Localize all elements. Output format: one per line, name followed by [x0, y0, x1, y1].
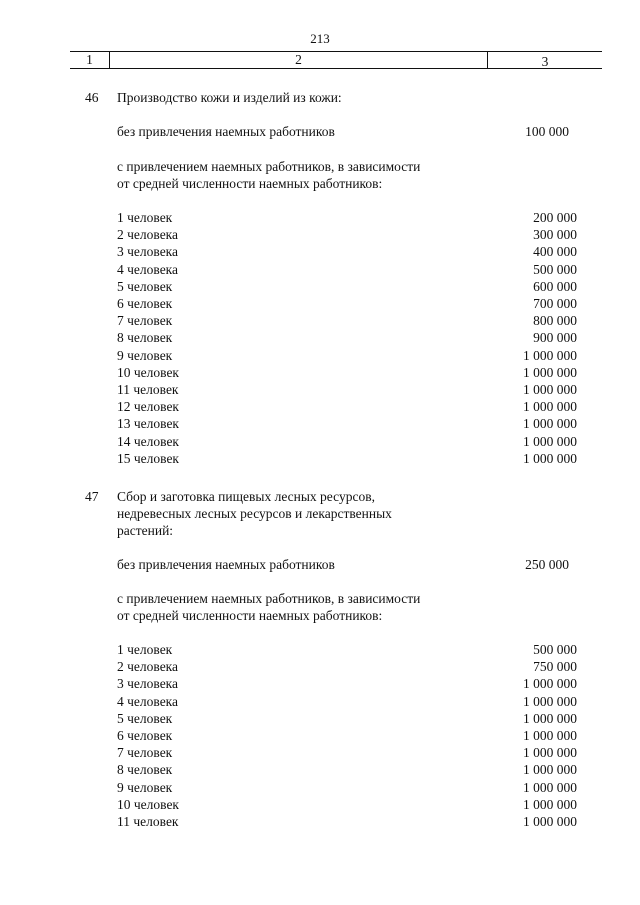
- amount-value: 900 000: [533, 330, 577, 346]
- amount-value: 200 000: [533, 210, 577, 225]
- employee-count-row: [117, 398, 577, 415]
- amount-value: 1 000 000: [523, 796, 577, 812]
- employee-count-label: 7 человек: [117, 745, 173, 761]
- employee-count-row: [117, 261, 577, 278]
- amount-value: 1 000 000: [523, 745, 577, 761]
- employee-count-label: 5 человек: [117, 710, 173, 726]
- amount-value: 1 000 000: [523, 779, 577, 795]
- amount-value: 1 000 000: [523, 693, 577, 709]
- with-employees-intro-line: с привлечением наемных работников, в зависимости: [117, 591, 421, 606]
- section-number: 47: [85, 489, 99, 504]
- employee-count-row: [117, 364, 577, 381]
- amount-value: 1 000 000: [523, 347, 577, 363]
- without-employees-value: 100 000: [525, 124, 569, 139]
- employee-count-label: 8 человек: [117, 330, 173, 346]
- employee-count-label: 4 человека: [117, 261, 179, 277]
- without-employees-value: 250 000: [525, 557, 569, 572]
- employee-count-row: [117, 675, 577, 692]
- amount-value: 1 000 000: [523, 676, 577, 692]
- with-employees-intro-line: от средней численности наемных работников:: [117, 608, 383, 623]
- employee-count-label: 2 человека: [117, 659, 179, 675]
- employee-count-row: [117, 347, 577, 364]
- employee-count-label: 11 человек: [117, 382, 179, 397]
- employee-count-row: [117, 381, 577, 398]
- amount-value: 1 000 000: [523, 416, 577, 432]
- employee-count-label: 6 человек: [117, 296, 173, 311]
- amount-value: 1 000 000: [523, 382, 577, 397]
- with-employees-intro-line: от средней численности наемных работников:: [117, 176, 383, 191]
- employee-count-row: [117, 329, 577, 346]
- amount-value: 1 000 000: [523, 399, 577, 415]
- amount-value: 700 000: [533, 296, 577, 311]
- employee-count-row: [117, 813, 577, 830]
- section-number: 46: [85, 90, 99, 105]
- employee-count-row: [117, 243, 577, 260]
- column-header-2: 2: [110, 51, 488, 68]
- employee-count-row: [117, 450, 577, 467]
- employee-count-label: 13 человек: [117, 416, 179, 432]
- section-title: Производство кожи и изделий из кожи:: [117, 90, 342, 105]
- employee-count-row: [117, 693, 577, 710]
- amount-value: 750 000: [533, 659, 577, 675]
- employee-count-row: [117, 226, 577, 243]
- amount-value: 1 000 000: [523, 364, 577, 380]
- employee-count-label: 8 человек: [117, 762, 173, 778]
- amount-value: 1 000 000: [523, 450, 577, 466]
- amount-value: 1 000 000: [523, 728, 577, 743]
- employee-count-row: [117, 295, 577, 312]
- employee-count-row: [117, 761, 577, 778]
- section-title-line: растений:: [117, 523, 174, 539]
- employee-count-label: 4 человека: [117, 693, 179, 709]
- section-title: [117, 488, 477, 540]
- column-header-1: 1: [70, 51, 110, 68]
- employee-count-label: 5 человек: [117, 278, 173, 294]
- employee-count-label: 12 человек: [117, 399, 179, 415]
- employee-count-label: 7 человек: [117, 313, 173, 329]
- amount-value: 1 000 000: [523, 814, 577, 829]
- employee-count-row: [117, 727, 577, 744]
- employee-count-row: [117, 710, 577, 727]
- employee-count-label: 2 человека: [117, 227, 179, 243]
- employee-count-row: [117, 744, 577, 761]
- amount-value: 1 000 000: [523, 762, 577, 778]
- employee-count-row: [117, 209, 577, 226]
- amount-value: 500 000: [533, 261, 577, 277]
- section-title-line: Сбор и заготовка пищевых лесных ресурсов,: [117, 489, 375, 504]
- employee-count-row: [117, 415, 577, 432]
- employee-count-label: 10 человек: [117, 364, 179, 380]
- employee-count-label: 14 человек: [117, 433, 179, 449]
- without-employees-row: [117, 123, 577, 140]
- employee-count-row: [117, 658, 577, 675]
- employee-count-row: [117, 433, 577, 450]
- column-header-3: 3: [541, 54, 549, 69]
- amount-value: 800 000: [533, 313, 577, 329]
- without-employees-label: без привлечения наемных работников: [117, 557, 335, 572]
- employee-count-label: 9 человек: [117, 347, 173, 363]
- amount-value: 1 000 000: [523, 710, 577, 726]
- header-top-rule: [70, 51, 602, 52]
- employee-count-label: 1 человек: [117, 210, 173, 225]
- page-number: 213: [310, 31, 330, 46]
- employee-count-label: 11 человек: [117, 814, 179, 829]
- amount-value: 400 000: [533, 244, 577, 260]
- employee-count-row: [117, 796, 577, 813]
- header-bottom-rule: [70, 68, 602, 69]
- employee-count-label: 15 человек: [117, 450, 179, 466]
- amount-value: 1 000 000: [523, 433, 577, 449]
- employee-count-row: [117, 779, 577, 796]
- employee-count-label: 10 человек: [117, 796, 179, 812]
- without-employees-row: [117, 556, 577, 573]
- employee-count-row: [117, 641, 577, 658]
- section-title-line: недревесных лесных ресурсов и лекарственных: [117, 506, 392, 522]
- amount-value: 600 000: [533, 278, 577, 294]
- employee-count-label: 3 человека: [117, 244, 179, 260]
- without-employees-label: без привлечения наемных работников: [117, 124, 335, 139]
- employee-count-label: 3 человека: [117, 676, 179, 692]
- column-header-row: [70, 51, 602, 68]
- with-employees-intro-line: с привлечением наемных работников, в зависимости: [117, 159, 421, 174]
- employee-count-row: [117, 278, 577, 295]
- employee-count-label: 6 человек: [117, 728, 173, 743]
- amount-value: 500 000: [533, 642, 577, 657]
- amount-value: 300 000: [533, 227, 577, 243]
- employee-count-label: 9 человек: [117, 779, 173, 795]
- employee-count-label: 1 человек: [117, 642, 173, 657]
- employee-count-row: [117, 312, 577, 329]
